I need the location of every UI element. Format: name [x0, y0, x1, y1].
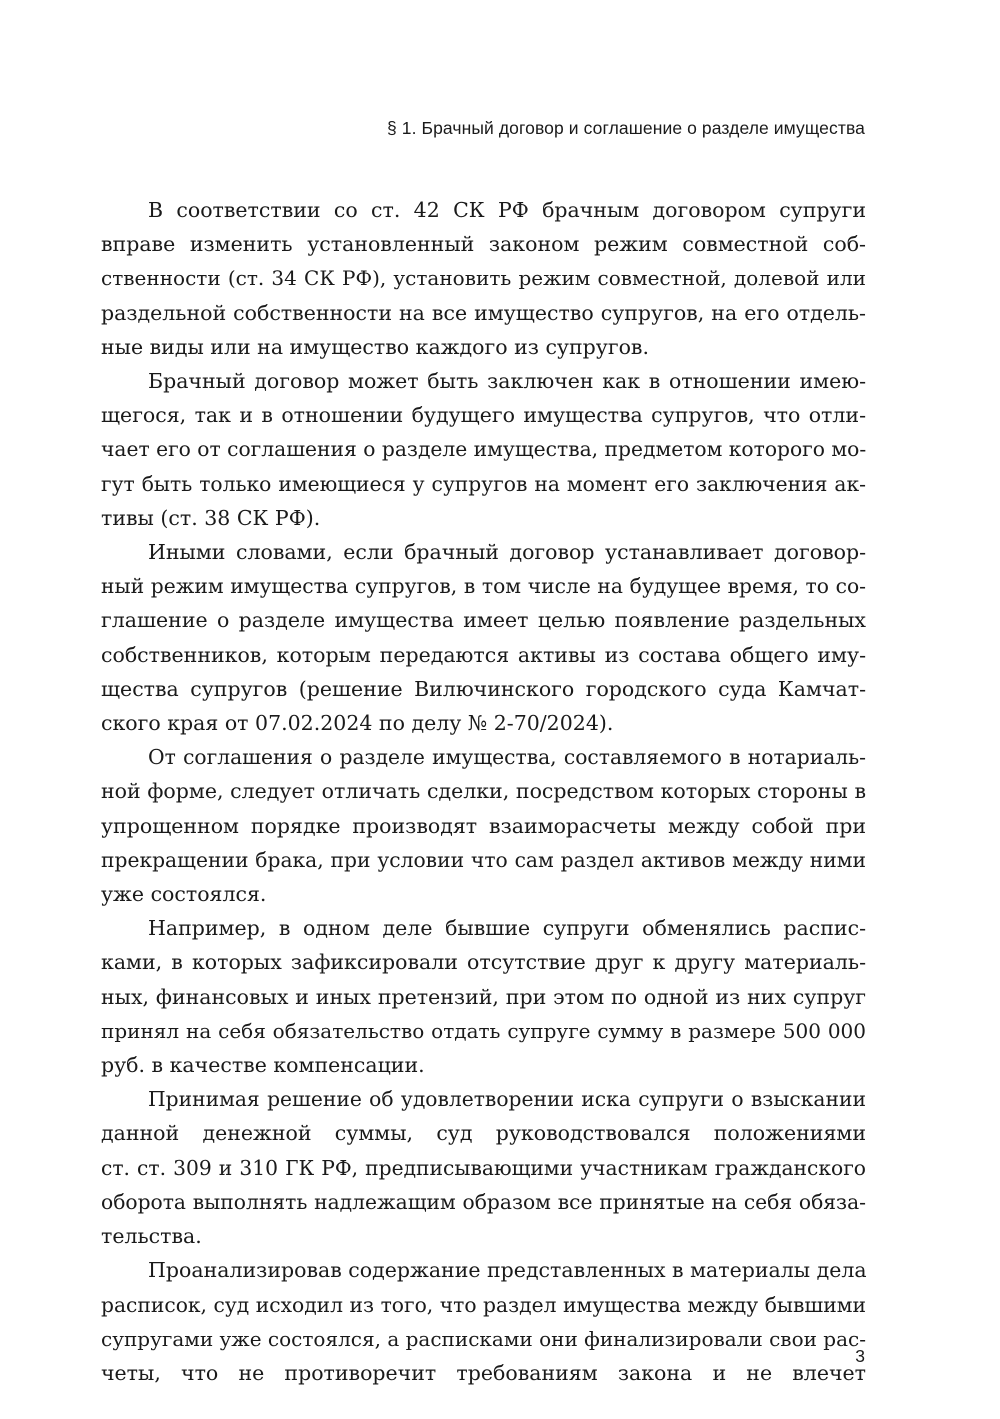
text-line: Брачный договор может быть заключен как в отношении имею-	[148, 369, 866, 394]
text-line: чает его от соглашения о разделе имущества, предметом которого мо-	[101, 437, 867, 462]
text-line: ственности (ст. 34 СК РФ), установить режим совместной, долевой или	[101, 266, 866, 291]
page-number: 3	[855, 1346, 865, 1366]
text-line: щегося, так и в отношении будущего имущества супругов, что отли-	[101, 403, 866, 428]
text-line: четы, что не противоречит требованиям закона и не влечет	[101, 1360, 866, 1385]
text-line: Например, в одном деле бывшие супруги обменялись распис-	[148, 916, 866, 941]
paragraph-6	[101, 1082, 866, 1253]
paragraph-1	[101, 193, 866, 364]
text-line: принял на себя обязательство отдать супруге сумму в размере 500 000	[101, 1018, 866, 1043]
text-line: прекращении брака, при условии что сам раздел активов между ними	[101, 847, 866, 872]
text-line: раздельной собственности на все имущество супругов, на его отдель-	[101, 300, 866, 325]
text-line: вправе изменить установленный законом режим совместной соб-	[101, 232, 866, 257]
text-line: тельства.	[101, 1224, 202, 1249]
text-line: В соответствии со ст. 42 СК РФ брачным договором супруги	[148, 198, 866, 222]
text-line: собственников, которым передаются активы из состава общего иму-	[101, 642, 866, 667]
running-head: § 1. Брачный договор и соглашение о разделе имущества	[386, 118, 865, 138]
text-line: тивы (ст. 38 СК РФ).	[101, 505, 321, 530]
text-line: глашение о разделе имущества имеет целью появление раздельных	[101, 608, 866, 633]
text-line: ст. ст. 309 и 310 ГК РФ, предписывающими участникам гражданского	[101, 1155, 866, 1180]
text-line: оборота выполнять надлежащим образом все принятые на себя обяза-	[101, 1189, 866, 1214]
text-line: данной денежной суммы, суд руководствовался положениями	[101, 1121, 866, 1146]
paragraph-2	[101, 364, 866, 535]
text-line: ками, в которых зафиксировали отсутствие друг к другу материаль-	[101, 950, 866, 975]
paragraph-3	[101, 535, 866, 740]
body-text	[101, 193, 866, 1390]
text-line: гут быть только имеющиеся у супругов на момент его заключения ак-	[101, 471, 866, 496]
text-line: ный режим имущества супругов, в том числе на будущее время, то со-	[101, 574, 866, 599]
text-line: супругами уже состоялся, а расписками они финализировали свои рас-	[101, 1326, 866, 1351]
text-line: Иными словами, если брачный договор устанавливает договор-	[148, 540, 866, 565]
text-line: Принимая решение об удовлетворении иска супруги о взыскании	[148, 1087, 866, 1112]
paragraph-4	[101, 740, 866, 911]
text-line: ной форме, следует отличать сделки, посредством которых стороны в	[101, 779, 866, 804]
text-line: ных, финансовых и иных претензий, при этом по одной из них супруг	[101, 984, 866, 1009]
text-line: От соглашения о разделе имущества, составляемого в нотариаль-	[148, 745, 866, 770]
text-line: ского края от 07.02.2024 по делу № 2-70/2024).	[101, 711, 614, 736]
paragraph-7	[101, 1253, 866, 1390]
text-line: Проанализировав содержание представленных в материалы дела	[148, 1258, 867, 1283]
text-line: щества супругов (решение Вилючинского городского суда Камчат-	[101, 676, 866, 701]
text-line: расписок, суд исходил из того, что раздел имущества между бывшими	[101, 1292, 866, 1317]
text-line: упрощенном порядке производят взаиморасчеты между собой при	[101, 813, 866, 838]
text-line: уже состоялся.	[101, 882, 267, 907]
text-line: руб. в качестве компенсации.	[101, 1053, 425, 1078]
paragraph-5	[101, 911, 866, 1082]
text-line: ные виды или на имущество каждого из супругов.	[101, 334, 649, 359]
